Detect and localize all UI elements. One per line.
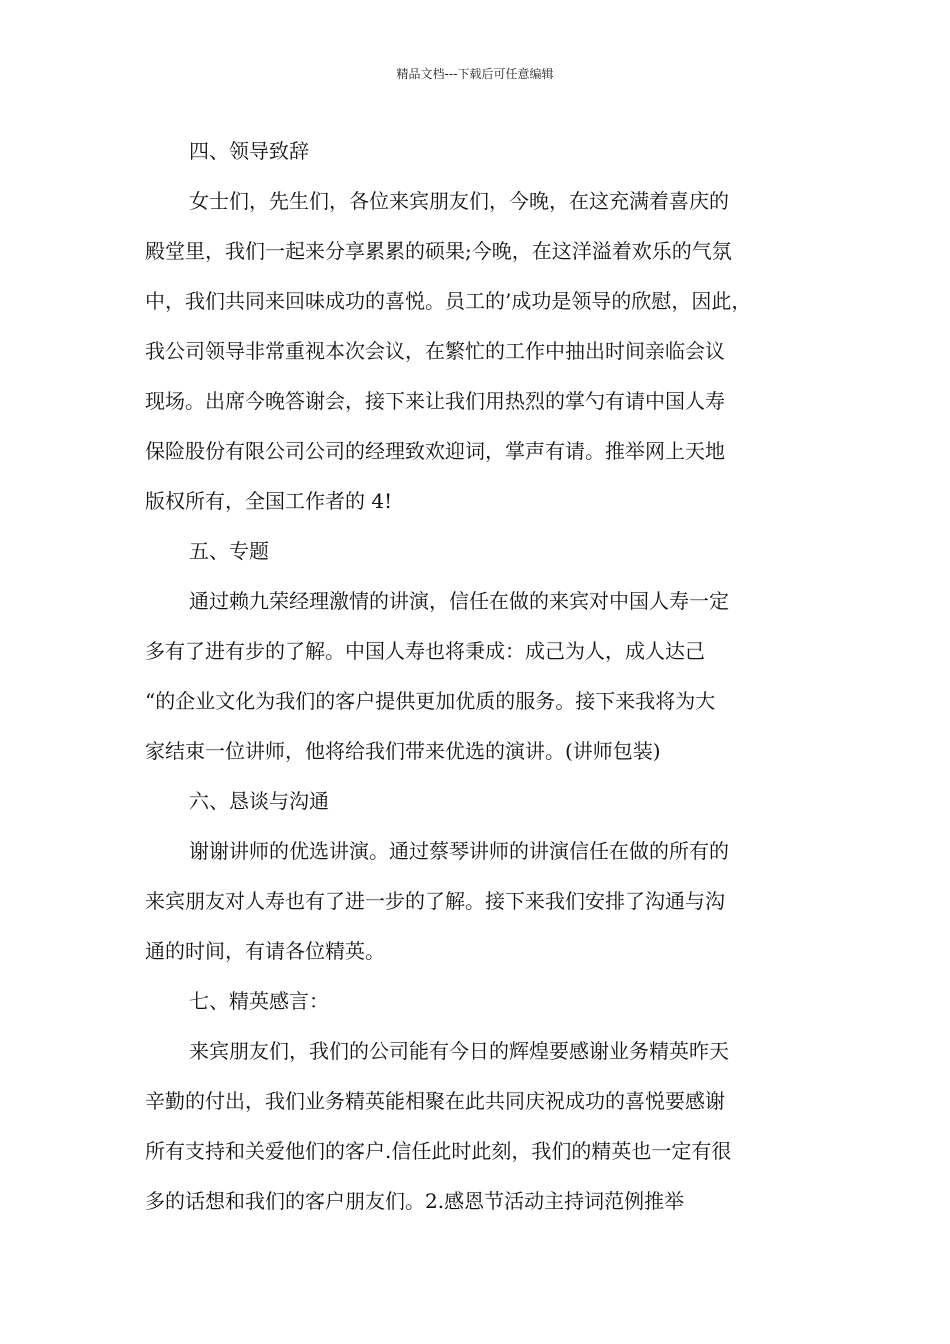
text-line: 通的时间，有请各位精英。 xyxy=(145,939,385,963)
text-line: 多有了进有步的了解。中国人寿也将秉成：成己为人，成人达己 xyxy=(145,639,705,663)
section-paragraph-special-topic xyxy=(145,576,825,776)
section-paragraph-leadership-speech xyxy=(145,176,825,526)
text-line: 我公司领导非常重视本次会议，在繁忙的工作中抽出时间亲临会议 xyxy=(145,339,725,363)
text-line: 所有支持和关爱他们的客户.信任此时此刻，我们的精英也一定有很 xyxy=(145,1139,732,1163)
text-line: 中，我们共同来回味成功的喜悦。员工的’成功是领导的欣慰，因此， xyxy=(145,289,752,313)
text-line: 殿堂里，我们一起来分享累累的硕果;今晚，在这洋溢着欢乐的气氛 xyxy=(145,239,732,263)
document-body xyxy=(145,126,825,1226)
text-line: 多的话想和我们的客户朋友们。2.感恩节活动主持词范例推举 xyxy=(145,1189,685,1213)
section-heading-leadership-speech: 四、领导致辞 xyxy=(189,139,309,163)
text-line: 谢谢讲师的优选讲演。通过蔡琴讲师的讲演信任在做的所有的 xyxy=(189,839,729,863)
text-line: 女士们，先生们，各位来宾朋友们，今晚，在这充满着喜庆的 xyxy=(189,189,729,213)
text-line: 通过赖九荣经理激情的讲演，信任在做的来宾对中国人寿一定 xyxy=(189,589,729,613)
page-header: 精品文档---下载后可任意编辑 xyxy=(396,67,554,81)
text-line: 版权所有，全国工作者的 4! xyxy=(145,489,393,513)
text-line: 家结束一位讲师，他将给我们带来优选的演讲。(讲师包装) xyxy=(145,739,661,763)
text-line: “的企业文化为我们的客户提供更加优质的服务。接下来我将为大 xyxy=(145,689,716,713)
text-line: 来宾朋友对人寿也有了进一步的了解。接下来我们安排了沟通与沟 xyxy=(145,889,725,913)
text-line: 辛勤的付出，我们业务精英能相聚在此共同庆祝成功的喜悦要感谢 xyxy=(145,1089,725,1113)
text-line: 现场。出席今晚答谢会，接下来让我们用热烈的掌勺有请中国人寿 xyxy=(145,389,725,413)
text-line: 保险股份有限公司公司的经理致欢迎词，掌声有请。推举网上天地 xyxy=(145,439,725,463)
section-paragraph-elite-remarks xyxy=(145,1026,825,1226)
section-heading-special-topic: 五、专题 xyxy=(189,539,269,563)
section-paragraph-discussion xyxy=(145,826,825,976)
text-line: 来宾朋友们，我们的公司能有今日的辉煌要感谢业务精英昨天 xyxy=(189,1039,729,1063)
section-heading-elite-remarks: 七、精英感言： xyxy=(189,989,329,1013)
section-heading-discussion: 六、恳谈与沟通 xyxy=(189,789,329,813)
